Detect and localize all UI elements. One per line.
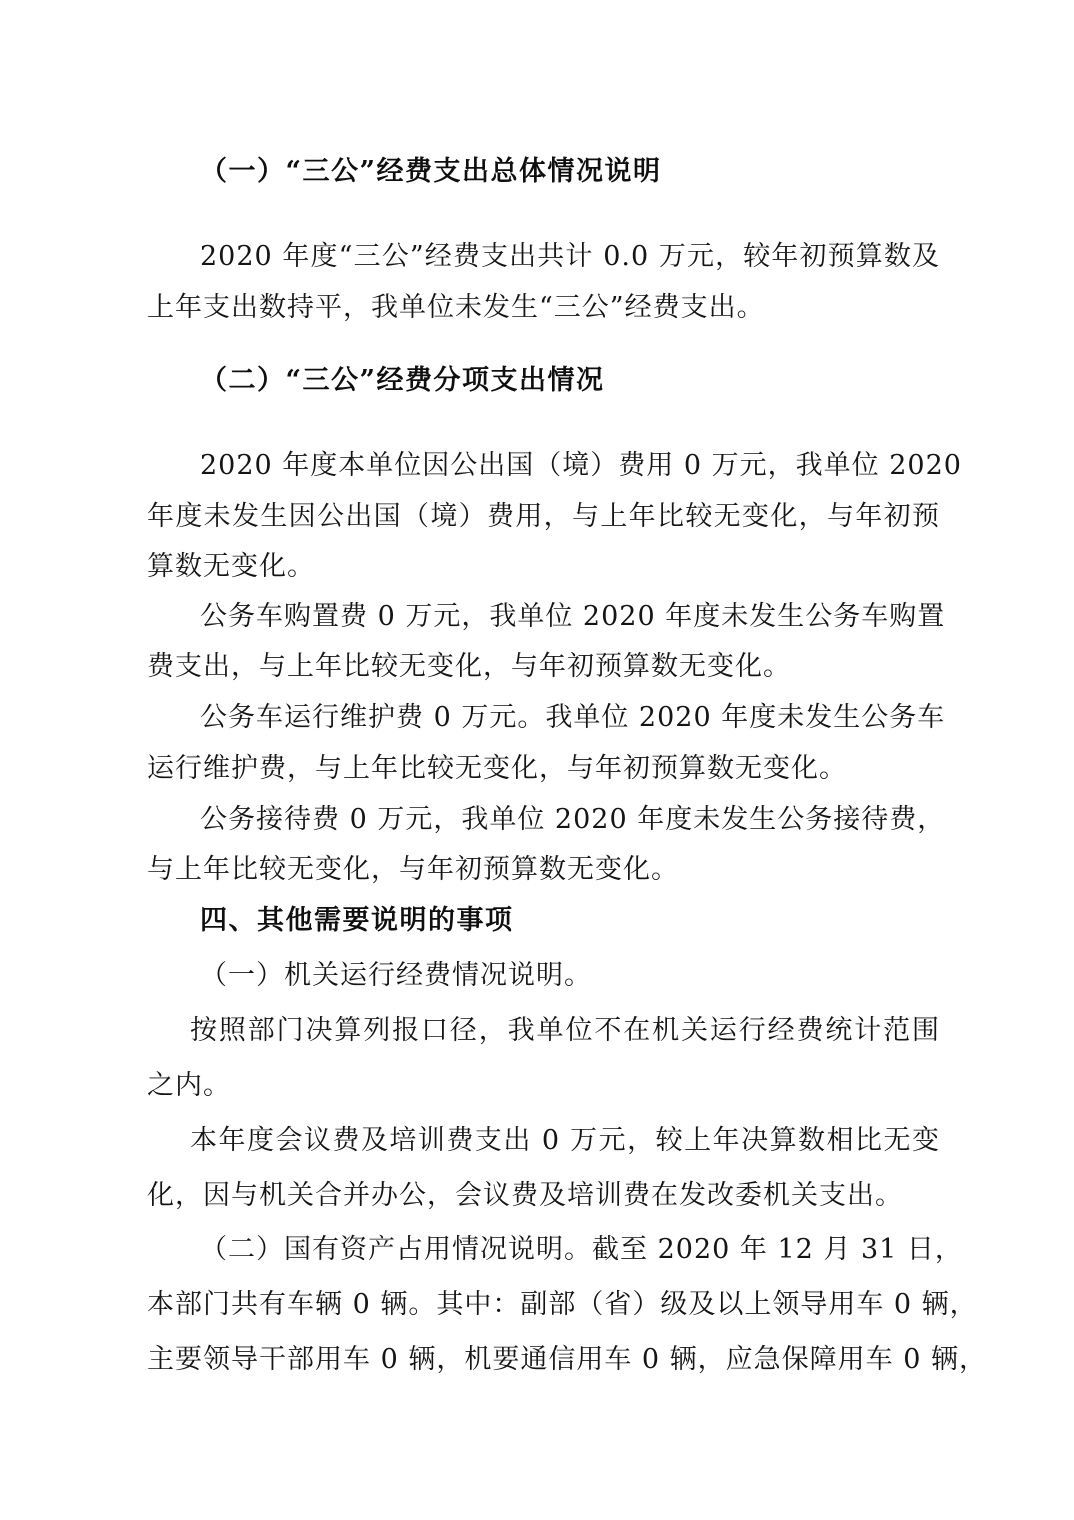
paragraph-line: 算数无变化。 xyxy=(147,551,315,582)
paragraph-line: 化，因与机关合并办公，会议费及培训费在发改委机关支出。 xyxy=(147,1180,903,1211)
subheading-line: （一）机关运行经费情况说明。 xyxy=(200,960,592,991)
paragraph-line: 按照部门决算列报口径，我单位不在机关运行经费统计范围 xyxy=(190,1015,940,1046)
section-heading-three-public-itemized: （二）“三公”经费分项支出情况 xyxy=(200,365,605,396)
section-heading-other-matters: 四、其他需要说明的事项 xyxy=(200,905,514,936)
paragraph-line: 公务车运行维护费 0 万元。我单位 2020 年度未发生公务车 xyxy=(200,702,946,733)
paragraph-line: 公务车购置费 0 万元，我单位 2020 年度未发生公务车购置 xyxy=(200,601,946,632)
paragraph-line: 主要领导干部用车 0 辆，机要通信用车 0 辆，应急保障用车 0 辆， xyxy=(147,1344,988,1375)
paragraph-line: 2020 年度本单位因公出国（境）费用 0 万元，我单位 2020 xyxy=(200,450,962,481)
paragraph-line: 之内。 xyxy=(147,1070,231,1101)
paragraph-line: 上年支出数持平，我单位未发生“三公”经费支出。 xyxy=(147,292,765,323)
paragraph-line: 本年度会议费及培训费支出 0 万元，较上年决算数相比无变 xyxy=(190,1125,940,1156)
paragraph-line: 运行维护费，与上年比较无变化，与年初预算数无变化。 xyxy=(147,753,847,784)
paragraph-line: 公务接待费 0 万元，我单位 2020 年度未发生公务接待费， xyxy=(200,804,946,835)
section-heading-three-public-overall: （一）“三公”经费支出总体情况说明 xyxy=(200,156,662,187)
paragraph-line: 2020 年度“三公”经费支出共计 0.0 万元，较年初预算数及 xyxy=(200,241,940,272)
paragraph-line: （二）国有资产占用情况说明。截至 2020 年 12 月 31 日， xyxy=(200,1234,963,1265)
paragraph-line: 费支出，与上年比较无变化，与年初预算数无变化。 xyxy=(147,651,791,682)
paragraph-line: 本部门共有车辆 0 辆。其中：副部（省）级及以上领导用车 0 辆， xyxy=(147,1289,978,1320)
paragraph-line: 年度未发生因公出国（境）费用，与上年比较无变化，与年初预 xyxy=(147,501,940,532)
paragraph-line: 与上年比较无变化，与年初预算数无变化。 xyxy=(147,854,679,885)
